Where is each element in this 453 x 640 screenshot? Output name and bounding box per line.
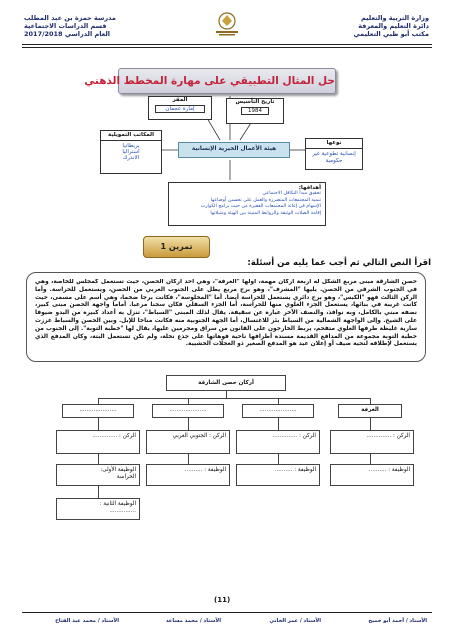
type-title: نوعها	[306, 139, 362, 149]
funding-offices-box	[100, 130, 162, 174]
wazifa-second-label: الوظيفة الثانية :	[99, 501, 136, 507]
goals-box	[168, 182, 326, 226]
tree-connector	[98, 418, 99, 430]
center-node: هيئة الأعمال الخيرية الإنسانية	[178, 142, 290, 158]
footer-teacher: الأستاذ / محمد عبد الفتاح	[55, 618, 119, 624]
tree-connector	[98, 454, 99, 464]
ministry-line: وزارة التربية والتعليم	[361, 14, 429, 22]
rukn-box: الركن : ..............	[330, 430, 414, 454]
tree-connector	[370, 418, 371, 430]
type-box	[305, 138, 363, 170]
office-item: استراليا	[122, 149, 140, 155]
goal-item: الإسهام في إغاثة المجتمعات الفقيرة من حيث برامج الكوارث	[200, 204, 321, 209]
department-line: دائرة التعليم والمعرفة	[358, 22, 429, 30]
goal-item: إقامة الصلات الوثيقة والروابط المتينة بين الهيئة ومثيلاتها	[210, 210, 321, 216]
rukn-box: الركن : الجنوبي الغربي	[146, 430, 230, 454]
tree-branch-blank: .....................	[152, 404, 224, 418]
tree-branch-blank: .....................	[62, 404, 134, 418]
wazifa-first-label: الوظيفة الأولى:	[100, 467, 136, 473]
goal-item: تنمية المجتمعات المتضررة والعمل على تحسين أوضاعها	[210, 197, 321, 203]
instruction-text: اقرأ النص التالي ثم أجب عما يليه من أسئلة:	[247, 258, 431, 268]
tree-connector	[370, 454, 371, 464]
wazifa-second-value: ...............	[109, 508, 136, 514]
goals-title: أهدافها:	[298, 185, 321, 191]
founding-date-box	[226, 98, 284, 124]
tree-connector	[188, 454, 189, 464]
office-line: مكتب أبو ظبي التعليمي	[353, 30, 429, 38]
wazifa-box: الوظيفة : ..........	[236, 464, 320, 486]
tree-connector	[98, 486, 99, 498]
tree-connector	[278, 454, 279, 464]
offices-title: المكاتب التمويلية	[101, 131, 161, 141]
type-value: إنسانية تطوعية غير حكومية	[312, 151, 356, 164]
office-item: الاندرك	[122, 155, 140, 161]
hq-label: المقر	[172, 97, 188, 103]
footer-divider	[22, 612, 432, 613]
academic-year: العام الدراسي 2017/2018	[24, 30, 110, 38]
rukn-box: الركن : ..............	[56, 430, 140, 454]
footer-teacher: الأستاذ / عمر الخاني	[269, 618, 321, 624]
rukn-box: الركن : ..............	[236, 430, 320, 454]
goal-item: تحقيق مبدأ التكافل الاجتماعي	[262, 191, 321, 196]
founding-label: تاريخ التأسيس	[235, 99, 275, 105]
wazifa-box: الوظيفة : ..........	[330, 464, 414, 486]
tree-connector	[278, 418, 279, 430]
page-title: حل المثال التطبيقي على مهارة المخطط الذهني	[118, 68, 336, 94]
school-name: مدرسة حمزة بن عبد المطلب	[24, 14, 116, 22]
wazifa-box: الوظيفة : ..........	[146, 464, 230, 486]
hq-value: إمارة عجمان	[155, 105, 205, 113]
tree-connector	[98, 398, 370, 399]
footer-teacher: الأستاذ / أحمد أبو خميخ	[368, 618, 427, 624]
hq-box	[148, 96, 212, 120]
wazifa-box-first	[56, 464, 140, 486]
wazifa-box-second	[56, 498, 140, 520]
passage-text: حصن الشارقة مبنى مربع الشكل له أربعة أركان مهمة، أولها "الغرفة"، وهي أحد أركان الحصن، حيث تستعمل كمجلس للخاصة، وهي في الجنوب الشرقي من الحصن. يليها "المشرف"، وهو برج مربع يطل على الجنوب الغربي من الحصن، ويستعمل للحراسة. وأما الركن الثالث فهو "الكبس"، وهو برج دائري يستعمل للحراسة أيضا. أما "المحلوسة"، فكانت برجا ضخما، وهي أسم على مسمى، حيث كانت غريبة في بنائها، يستعمل الجزء العلوي منها للحراسة، أما الجزء السفلي فكان سجنا مرعبا. أماما واجهة الحصن مبنى كبير، نصفه مبني بالكامل، وبه نوافذ، والنصف الآخر عبارة عن سقيفة. يقال لذلك المبنى "السباط"، تنزل به أعداد كبيرة من البدو ضيوفا على الشيخ. وإلى الواجهة الشمالية من السباط بئر للاغتسال، أما الجهة الجنوبية منه فكانت مناخا للإبل. وبين الحصن والسباط غرزت سارية غليظة طرفها العلوي متفحم، يربط الخارجون على القانون من سراق ومجرمين عليها، يقال لها "خطبة التوبة". إلى الجنوب من حطبة التوبة مجموعة من المدافع القديمة مسندة أطرافها ناحية فوهاتها على جذع نخلة، ولم تكن تستعمل البتة، وكان المدفع الذي يستعمل لإطلاقه لتحية ضيف أو إعلان عيد هو المدفع الصغير ذو العجلات الخشبية.	[35, 279, 417, 348]
wazifa-first-value: الحراسة	[116, 474, 136, 480]
tree-connector	[188, 418, 189, 430]
footer-teacher: الأستاذ / محمد مساعد	[165, 618, 221, 624]
tree-branch-blank: .....................	[242, 404, 314, 418]
reading-passage	[26, 272, 426, 362]
tree-connector	[226, 391, 227, 398]
department-name: قسم الدراسات الاجتماعية	[24, 22, 107, 30]
office-item: بريطانيا	[122, 143, 140, 149]
tree-branch-ghurfa: الغرفة	[338, 404, 402, 418]
founding-year: 1984	[241, 107, 269, 115]
exercise-label: تمرين 1	[143, 236, 210, 258]
page-number: (11)	[214, 596, 231, 604]
tree-root: أركان حصن الشارقة	[166, 375, 286, 391]
